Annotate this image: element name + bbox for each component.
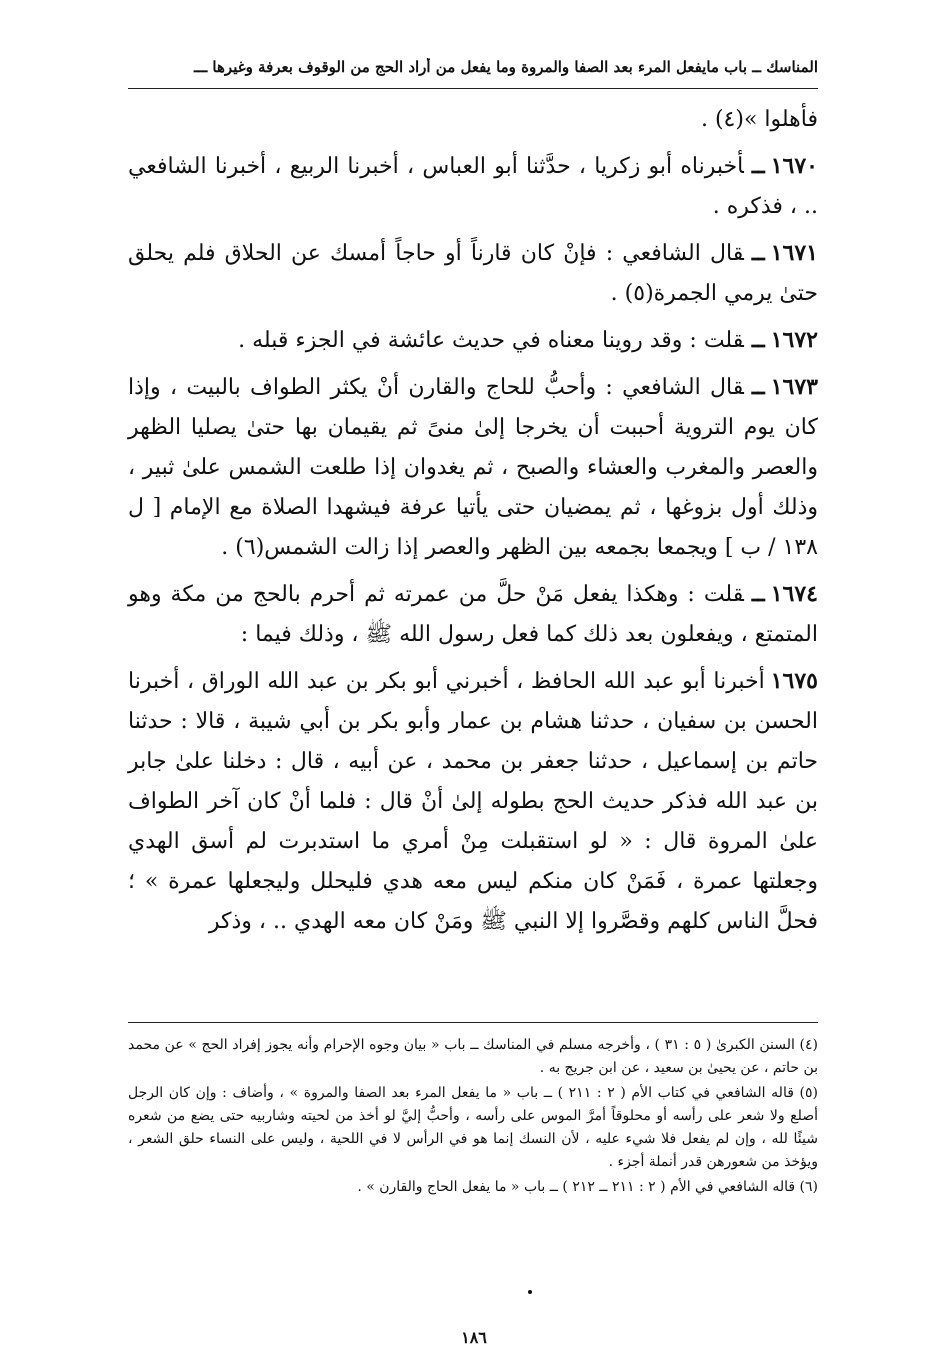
- footnote-4: (٤) السنن الكبرىٰ ( ٥ : ٣١ ) ، وأخرجه مسلم في المناسك ــ باب « بيان وجوه الإحرام وأنه يجوز إفراد الحج » عن محمد بن حاتم ، عن يحيىٰ بن سعيد ، عن ابن جريج به .: [128, 1037, 818, 1076]
- hadith-number: ١٦٧٤: [770, 581, 818, 607]
- number-dash: ــ: [751, 374, 765, 400]
- paragraph-text: قال الشافعي : وأحبُّ للحاج والقارن أنْ يكثر الطواف بالبيت ، وإذا كان يوم التروية أحببت أن يخرجا إلىٰ منىً ثم يقيمان بها حتىٰ يصليا الظهر والعصر والمغرب والعشاء والصبح ، ثم يغدوان إذا طلعت الشمس علىٰ ثبير ، وذلك أول بزوغها ، ثم يمضيان حتى يأتيا عرفة فيشهدا الصلاة مع الإمام [ ل ١٣٨ / ب ] ويجمعا بجمعه بين الظهر والعصر إذا زالت الشمس(٦) .: [128, 375, 818, 560]
- paragraph-text: فأهلوا »(٤) .: [700, 107, 818, 132]
- number-dash: ــ: [751, 153, 765, 179]
- footnote-5: (٥) قاله الشافعي في كتاب الأم ( ٢ : ٢١١ ) ــ باب « ما يفعل المرء بعد الصفا والمروة » ، وأضاف : وإن كان الرجل أصلع ولا شعر على رأسه أو محلوقاً أمرَّ الموس على رأسه ، وأحبُّ إليَّ لو أخذ من لحيته وشاربيه حتى يضع من شعره شيئًا لله ، وإن لم يفعل فلا شيء عليه ، لأن النسك إنما هو في الرأس لا في اللحية ، وليس على النساء حلق الشعر ، ويؤخذ من شعورهن قدر أنملة أجزء .: [128, 1085, 818, 1170]
- main-text: [128, 100, 818, 948]
- number-dash: ــ: [751, 240, 765, 266]
- footnote-6: (٦) قاله الشافعي في الأم ( ٢ : ٢١١ ــ ٢١٢ ) ــ باب « ما يفعل الحاج والقارن » .: [357, 1179, 818, 1195]
- paragraph-1672: [128, 320, 818, 361]
- hadith-number: ١٦٧١: [770, 240, 818, 266]
- paragraph-1670: [128, 146, 818, 227]
- hadith-number: ١٦٧٠: [770, 153, 818, 179]
- number-dash: ــ: [751, 581, 765, 607]
- paragraph-1671: [128, 233, 818, 314]
- hadith-number: ١٦٧٥: [770, 668, 818, 694]
- header-rule: [128, 88, 818, 89]
- paragraph-1675: [128, 661, 818, 942]
- paragraph-text: قال الشافعي : فإنْ كان قارناً أو حاجاً أمسك عن الحلاق فلم يحلق حتىٰ يرمي الجمرة(٥) .: [128, 241, 818, 306]
- number-dash: ــ: [751, 327, 765, 353]
- print-dot: [528, 1290, 532, 1294]
- paragraph-continuation: [128, 100, 818, 140]
- paragraph-text: أخبرناه أبو زكريا ، حدَّثنا أبو العباس ، أخبرنا الربيع ، أخبرنا الشافعي .. ، فذكره .: [128, 154, 818, 219]
- paragraph-text: أخبرنا أبو عبد الله الحافظ ، أخبرني أبو بكر بن عبد الله الوراق ، أخبرنا الحسن بن سفيان ، حدثنا هشام بن عمار وأبو بكر بن أبي شيبة ، قالا : حدثنا حاتم بن إسماعيل ، حدثنا جعفر بن محمد ، عن أبيه ، قال : دخلنا علىٰ جابر بن عبد الله فذكر حديث الحج بطوله إلىٰ أنْ قال : فلما أنْ كان آخر الطواف علىٰ المروة قال : « لو استقبلت مِنْ أمري ما استدبرت لم أسق الهدي وجعلتها عمرة ، فَمَنْ كان منكم ليس معه هدي فليحلل وليجعلها عمرة » ؛ فحلَّ الناس كلهم وقصَّروا إلا النبي ﷺ ومَنْ كان معه الهدي .. ، وذكر: [128, 669, 818, 934]
- paragraph-1674: [128, 574, 818, 655]
- paragraph-text: قلت : وقد روينا معناه في حديث عائشة في الجزء قبله .: [238, 328, 744, 353]
- paragraph-1673: [128, 367, 818, 568]
- running-header: المناسك ــ باب مايفعل المرء بعد الصفا والمروة وما يفعل من أراد الحج من الوقوف بعرفة وغيرها ـــ: [194, 58, 818, 76]
- page-number: ١٨٦: [461, 1328, 487, 1347]
- footnotes: [128, 1034, 818, 1201]
- hadith-number: ١٦٧٢: [770, 327, 818, 353]
- paragraph-text: قلت : وهكذا يفعل مَنْ حلَّ من عمرته ثم أحرم بالحج من مكة وهو المتمتع ، ويفعلون بعد ذلك كما فعل رسول الله ﷺ ، وذلك فيما :: [128, 582, 818, 647]
- hadith-number: ١٦٧٣: [770, 374, 818, 400]
- footnote-rule: [128, 1022, 818, 1023]
